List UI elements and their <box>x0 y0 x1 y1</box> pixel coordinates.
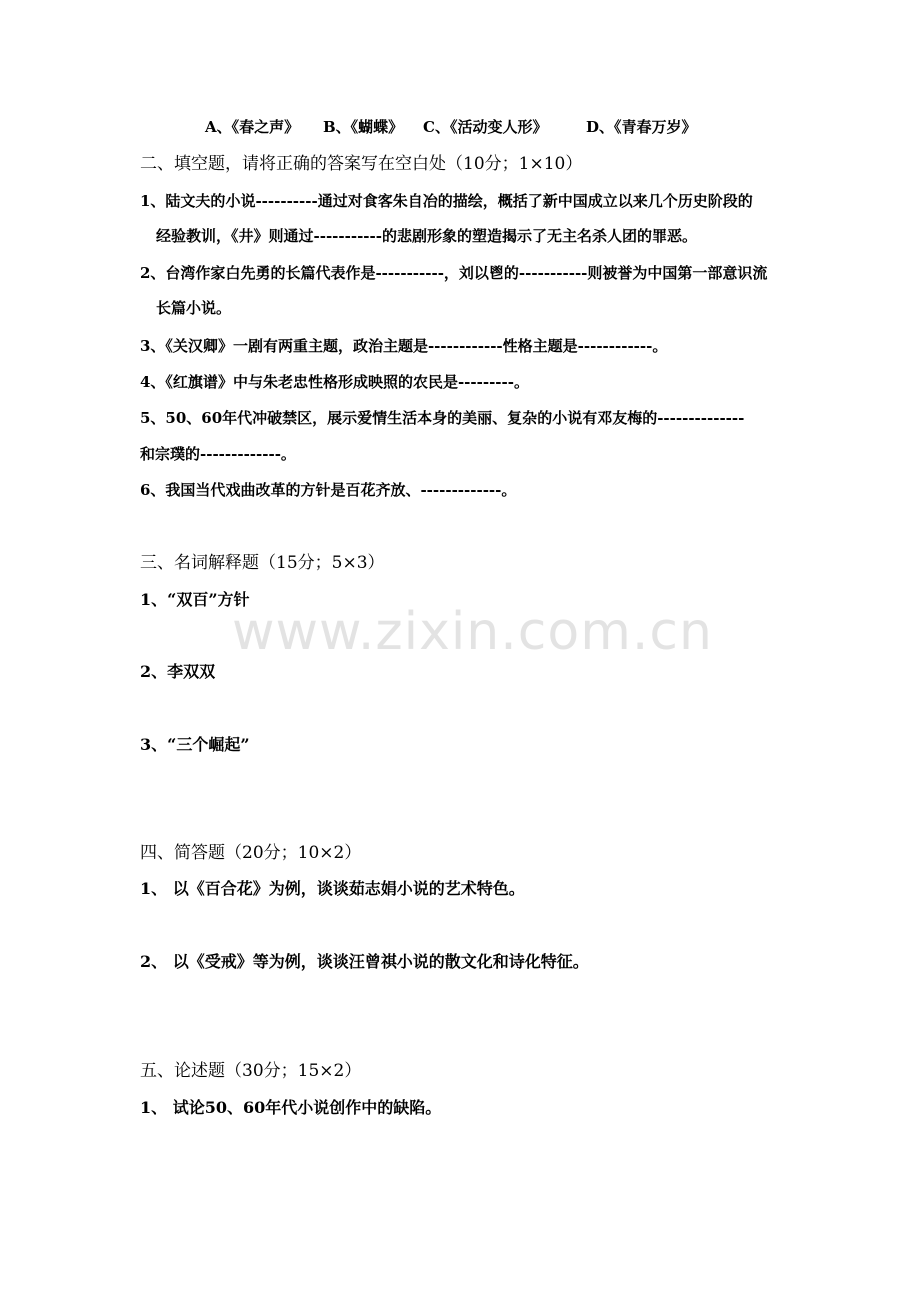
fill-item-5-line2: 和宗璞的-------------。 <box>140 445 296 463</box>
term-item-1: 1、“双百”方针 <box>140 590 250 609</box>
section5-title: 五、论述题（30分；15×2） <box>140 1061 362 1081</box>
watermark: www.zixin.com.cn <box>232 602 713 662</box>
fill-item-1-line1: 1、陆文夫的小说----------通过对食客朱自冶的描绘，概括了新中国成立以来几个历史阶段的 <box>140 192 753 210</box>
option-a: A、《春之声》 <box>205 118 300 136</box>
essay-item-1: 1、 试论50、60年代小说创作中的缺陷。 <box>140 1098 442 1117</box>
fill-item-4: 4、《红旗谱》中与朱老忠性格形成映照的农民是---------。 <box>140 373 529 391</box>
fill-item-1-line2: 经验教训，《井》则通过-----------的悲剧形象的塑造揭示了无主名杀人团的罪恶。 <box>156 227 697 245</box>
multiple-choice-options <box>205 120 697 135</box>
term-item-3: 3、“三个崛起” <box>140 735 250 754</box>
fill-item-6: 6、我国当代戏曲改革的方针是百花齐放、-------------。 <box>140 481 517 499</box>
option-c: C、《活动变人形》 <box>423 118 548 136</box>
option-d: D、《青春万岁》 <box>586 118 697 136</box>
term-item-2: 2、李双双 <box>140 662 216 681</box>
section3-title: 三、名词解释题（15分；5×3） <box>140 553 385 573</box>
fill-item-2-line2: 长篇小说。 <box>156 299 232 317</box>
short-answer-item-2: 2、 以《受戒》等为例，谈谈汪曾祺小说的散文化和诗化特征。 <box>140 952 589 971</box>
fill-item-5-line1: 5、50、60年代冲破禁区，展示爱情生活本身的美丽、复杂的小说有邓友梅的-------------- <box>140 409 745 427</box>
option-b: B、《蝴蝶》 <box>323 118 404 136</box>
section4-title: 四、简答题（20分；10×2） <box>140 843 362 863</box>
section2-title: 二、填空题，请将正确的答案写在空白处（10分；1×10） <box>140 154 583 174</box>
fill-item-3: 3、《关汉卿》一剧有两重主题，政治主题是------------性格主题是------------。 <box>140 337 668 355</box>
fill-item-2-line1: 2、台湾作家白先勇的长篇代表作是-----------，刘以鬯的-----------则被誉为中国第一部意识流 <box>140 264 768 282</box>
short-answer-item-1: 1、 以《百合花》为例，谈谈茹志娟小说的艺术特色。 <box>140 879 525 898</box>
